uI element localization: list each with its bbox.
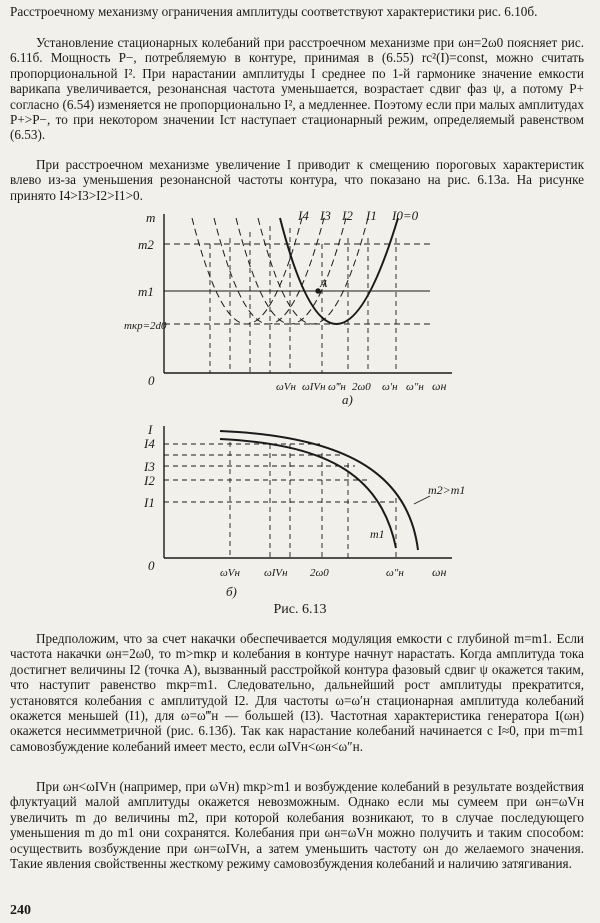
tick-a-wIV: ωIVн — [302, 381, 326, 393]
paragraph-modulation: Предположим, что за счет накачки обеспечивается модуляция емкости с глубиной m=m1. Если частота накачки ωн=2ω0, то m>mкр и колебания в контуре начнут нарастать. Когда амплитуда тока достигнет величины I2 (точка A), вызванный расстройкой контура фазовый сдвиг ψ окажется таким, что наступит равенство mкр=m1. Следовательно, дальнейший рост амплитуды прекратится, установятся колебания с амплитудой I2. Для частоты ω=ω′н стационарная амплитуда колебаний окажется меньшей (I1), для ω=ω‴н — большей (I3). Частотная характеристика генератора I(ωн) окажется несимметричной (рис. 6.13б). Так как нарастание колебаний начинается с I≈0, при m=m1 самовозбуждение колебаний имеет место, если ωIVн<ωн<ω″н. — [10, 631, 584, 754]
tick-I3: I3 — [144, 459, 155, 474]
figure-6-13 — [124, 208, 470, 603]
tick-b-wIV: ωIVн — [264, 567, 288, 579]
label-I2: I2 — [342, 208, 353, 223]
figure-caption: Рис. 6.13 — [273, 602, 327, 617]
plot-a-sublabel: а) — [342, 392, 353, 407]
tick-b-wV: ωVн — [220, 567, 240, 579]
paragraph-intro: Расстроечному механизму ограничения амплитуды соответствуют характеристики рис. 6.10б. — [10, 4, 538, 19]
page-number: 240 — [10, 903, 31, 918]
plot-a — [164, 214, 452, 373]
paragraph-hard-mode: При ωн<ωIVн (например, при ωVн) mкр>m1 и возбуждение колебаний в результате воздействия флуктуаций малой амплитуды окажется невозможным. Однако если мы сумеем при ωн=ωVн увеличить m до величины m2, при которой колебания возникают, то в случае последующего уменьшения m до m1 они сохранятся. Колебания при ωн=ωVн можно получить и таким способом: осуществить возбуждение при ωн=ωIVн, а затем уменьшить частоту ωн до желаемого значения. Такие явления свойственны жесткому режиму самовозбуждения колебаний и наличию затягивания. — [10, 779, 584, 872]
tick-I2: I2 — [144, 473, 155, 488]
plot-b-labels — [143, 422, 465, 599]
leader-m2 — [414, 496, 430, 504]
tick-b-2w0: 2ω0 — [310, 567, 329, 579]
tick-m2: m2 — [138, 237, 154, 252]
tick-mkr: mкр=2d0 — [124, 320, 167, 332]
label-A: A — [320, 276, 328, 290]
plot-a-verticals — [210, 226, 396, 373]
label-I4: I4 — [298, 208, 309, 223]
tick-a-w2: ω″н — [406, 381, 424, 393]
plot-a-x-label: ωн — [432, 379, 447, 393]
plot-b-levels — [164, 444, 396, 502]
curve-I4 — [192, 218, 302, 324]
label-m2-gt-m1: m2>m1 — [428, 483, 466, 497]
label-I0: I0=0 — [392, 208, 419, 223]
tick-I1: I1 — [144, 495, 155, 510]
curve-I3 — [214, 218, 324, 324]
paragraph-stationary: Установление стационарных колебаний при расстроечном механизме при ωн=2ω0 поясняет рис. 6.11б. Мощность P−, потребляемую в контуре, принимая в (6.55) rc²(I)=const, можно считать пропорциональной I². При нарастании амплитуды I среднее по 1-й гармонике значение емкости варикапа увеличивается, резонансная частота уменьшается, возрастает сдвиг фаз ψ, а потому P+ согласно (6.54) изменяется не пропорционально I², а медленнее. Поэтому если при малых амплитудах P+>P−, то при некотором значении Iст наступает стационарный режим, определяемый равенством (6.53). — [10, 35, 584, 143]
curve-m2 — [220, 431, 418, 550]
plot-b-sublabel: б) — [226, 584, 237, 599]
plot-a-y-label: m — [146, 210, 156, 225]
tick-m1: m1 — [138, 284, 154, 299]
tick-a-w3: ω‴н — [328, 381, 346, 393]
label-m1: m1 — [370, 527, 385, 541]
label-I3: I3 — [320, 208, 331, 223]
tick-b-w2: ω″н — [386, 567, 404, 579]
plot-b-y-label: I — [148, 422, 153, 437]
plot-a-origin: 0 — [148, 373, 155, 388]
tick-a-w1: ω′н — [382, 381, 398, 393]
paragraph-threshold: При расстроечном механизме увеличение I приводит к смещению пороговых характеристик влево из-за уменьшения резонансной частоты контура, что показано на рис. 6.13а. На рисунке принято I4>I3>I2>I1>0. — [10, 157, 584, 203]
curve-I2 — [236, 218, 346, 324]
tick-I4: I4 — [144, 436, 155, 451]
plot-b-origin: 0 — [148, 558, 155, 573]
tick-a-wV: ωVн — [276, 381, 296, 393]
plot-b — [164, 426, 452, 558]
plot-b-x-label: ωн — [432, 565, 447, 579]
label-I1: I1 — [366, 208, 377, 223]
tick-a-2w0: 2ω0 — [352, 381, 371, 393]
